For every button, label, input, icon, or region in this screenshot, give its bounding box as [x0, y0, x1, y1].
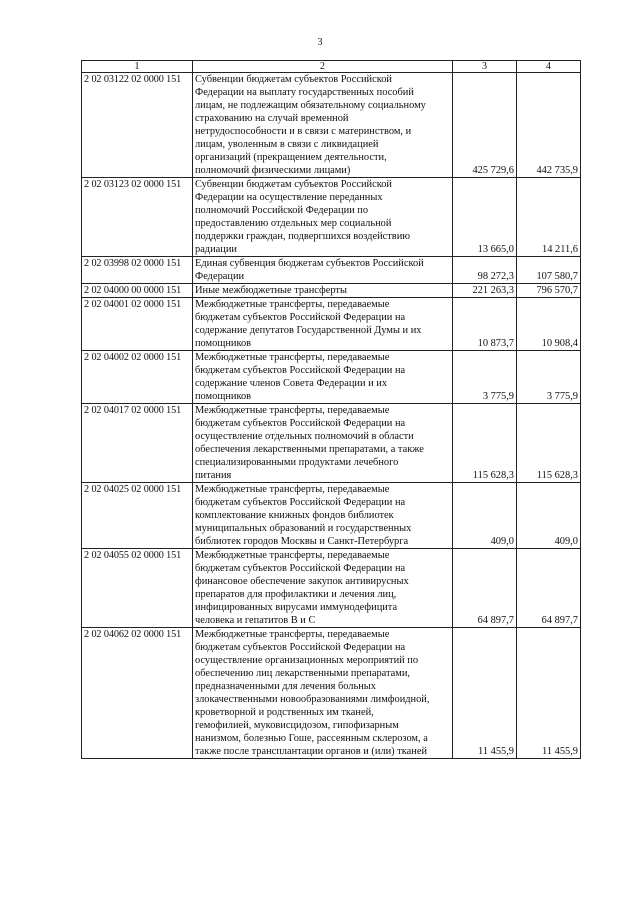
value-cell-col4: 10 908,4	[517, 298, 581, 351]
table-row	[82, 73, 581, 178]
code-cell: 2 02 03122 02 0000 151	[82, 73, 193, 178]
name-cell: Иные межбюджетные трансферты	[193, 284, 453, 298]
code-cell: 2 02 04055 02 0000 151	[82, 549, 193, 628]
column-header: 3	[453, 61, 517, 73]
code-cell: 2 02 04002 02 0000 151	[82, 351, 193, 404]
value-cell-col3: 13 665,0	[453, 178, 517, 257]
value-cell-col4: 796 570,7	[517, 284, 581, 298]
code-cell: 2 02 03998 02 0000 151	[82, 257, 193, 284]
code-cell: 2 02 04062 02 0000 151	[82, 628, 193, 759]
value-cell-col3: 115 628,3	[453, 404, 517, 483]
value-cell-col3: 64 897,7	[453, 549, 517, 628]
table-row	[82, 549, 581, 628]
table-row	[82, 178, 581, 257]
name-cell: Межбюджетные трансферты, передаваемые бюджетам субъектов Российской Федерации на содержание депутатов Государственной Думы и их помощников	[193, 298, 453, 351]
table-body	[82, 61, 581, 759]
value-cell-col3: 11 455,9	[453, 628, 517, 759]
name-cell: Межбюджетные трансферты, передаваемые бюджетам субъектов Российской Федерации на финансовое обеспечение закупок антивирусных препаратов для профилактики и лечения лиц, инфицированных вирусами иммунодефицита человека и гепатитов В и С	[193, 549, 453, 628]
table-header-row	[82, 61, 581, 73]
name-cell: Субвенции бюджетам субъектов Российской Федерации на выплату государственных пособий лицам, не подлежащим обязательному социальному страхованию на случай временной нетрудоспособности и в связи с материнством, и лицам, уволенным в связи с ликвидацией организаций (прекращением деятельности, полномочий физическими лицами)	[193, 73, 453, 178]
value-cell-col3: 10 873,7	[453, 298, 517, 351]
value-cell-col4: 107 580,7	[517, 257, 581, 284]
table-row	[82, 628, 581, 759]
table-row	[82, 298, 581, 351]
name-cell: Единая субвенция бюджетам субъектов Российской Федерации	[193, 257, 453, 284]
table-row	[82, 351, 581, 404]
column-header: 2	[193, 61, 453, 73]
value-cell-col3: 98 272,3	[453, 257, 517, 284]
value-cell-col3: 425 729,6	[453, 73, 517, 178]
code-cell: 2 02 04001 02 0000 151	[82, 298, 193, 351]
table-row	[82, 404, 581, 483]
name-cell: Межбюджетные трансферты, передаваемые бюджетам субъектов Российской Федерации на комплектование книжных фондов библиотек муниципальных образований и государственных библиотек городов Москвы и Санкт-Петербурга	[193, 483, 453, 549]
value-cell-col3: 221 263,3	[453, 284, 517, 298]
column-header: 4	[517, 61, 581, 73]
value-cell-col4: 115 628,3	[517, 404, 581, 483]
value-cell-col4: 3 775,9	[517, 351, 581, 404]
value-cell-col3: 409,0	[453, 483, 517, 549]
code-cell: 2 02 04017 02 0000 151	[82, 404, 193, 483]
code-cell: 2 02 03123 02 0000 151	[82, 178, 193, 257]
table-row	[82, 483, 581, 549]
name-cell: Межбюджетные трансферты, передаваемые бюджетам субъектов Российской Федерации на содержание членов Совета Федерации и их помощников	[193, 351, 453, 404]
name-cell: Межбюджетные трансферты, передаваемые бюджетам субъектов Российской Федерации на осуществление организационных мероприятий по обеспечению лиц лекарственными препаратами, предназначенными для лечения больных злокачественными новообразованиями лимфоидной, кроветворной и родственных им тканей, гемофилией, муковисцидозом, гипофизарным нанизмом, болезнью Гоше, рассеянным склерозом, а также после трансплантации органов и (или) тканей	[193, 628, 453, 759]
code-cell: 2 02 04025 02 0000 151	[82, 483, 193, 549]
table-row	[82, 284, 581, 298]
value-cell-col4: 64 897,7	[517, 549, 581, 628]
name-cell: Субвенции бюджетам субъектов Российской Федерации на осуществление переданных полномочий Российской Федерации по предоставлению отдельных мер социальной поддержки граждан, подвергшихся воздействию радиации	[193, 178, 453, 257]
value-cell-col4: 11 455,9	[517, 628, 581, 759]
value-cell-col4: 409,0	[517, 483, 581, 549]
name-cell: Межбюджетные трансферты, передаваемые бюджетам субъектов Российской Федерации на осуществление отдельных полномочий в области обеспечения лекарственными препаратами, а также специализированными продуктами лечебного питания	[193, 404, 453, 483]
code-cell: 2 02 04000 00 0000 151	[82, 284, 193, 298]
column-header: 1	[82, 61, 193, 73]
budget-table	[81, 60, 581, 759]
table-row	[82, 257, 581, 284]
value-cell-col4: 442 735,9	[517, 73, 581, 178]
page-number: 3	[317, 37, 323, 48]
value-cell-col3: 3 775,9	[453, 351, 517, 404]
value-cell-col4: 14 211,6	[517, 178, 581, 257]
